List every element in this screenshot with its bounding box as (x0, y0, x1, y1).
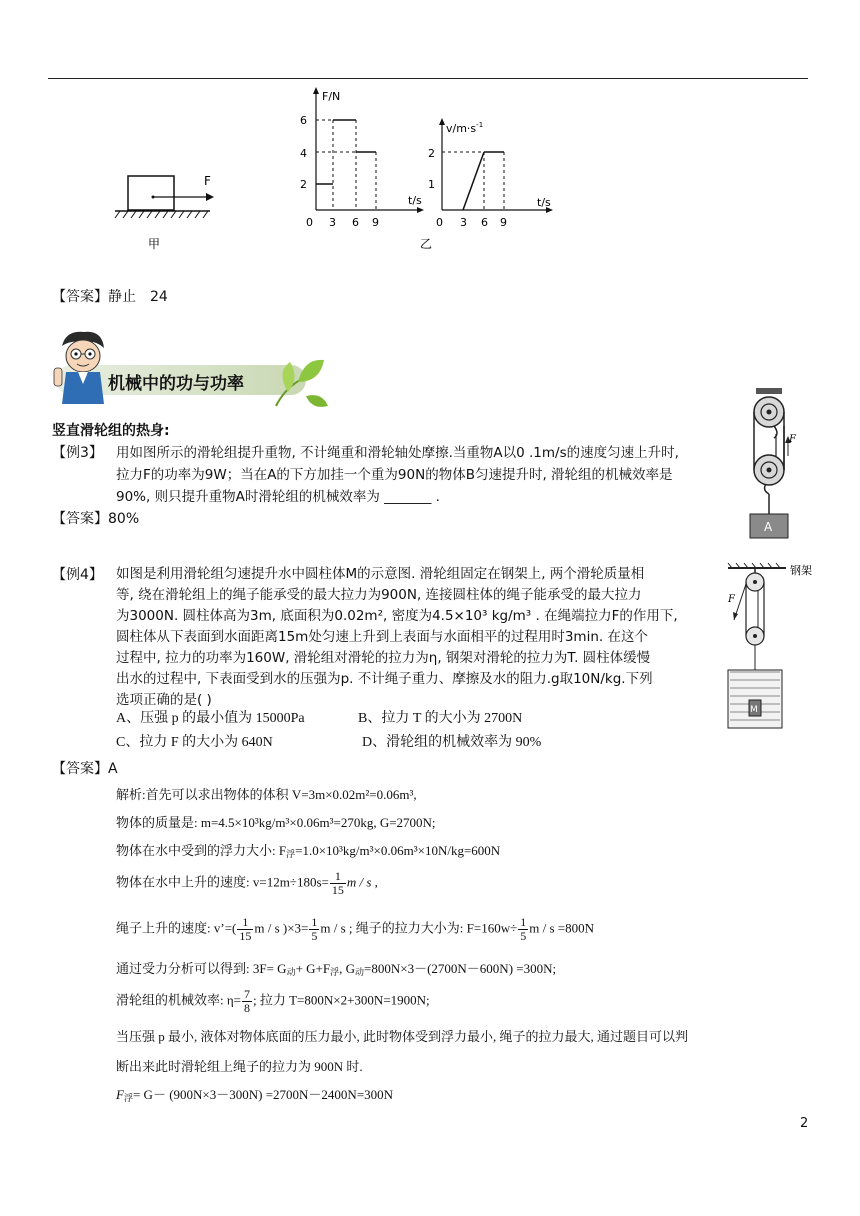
svg-text:钢架: 钢架 (790, 564, 812, 577)
svg-text:4: 4 (300, 147, 307, 160)
ex3-line-1: 用如图所示的滑轮组提升重物, 不计绳重和滑轮轴处摩擦.当重物A以0 .1m/s的速度匀速上升时, (116, 445, 679, 461)
ex4-line-7: 选项正确的是( ) (116, 692, 212, 708)
svg-text:M: M (750, 705, 758, 715)
solution-line-5: 绳子上升的速度: v’=( $\frac{1}{15}$ m / s )×3= $\frac{1}{5}$ m / s ; 绳子的拉力大小为: F=160w÷ $\frac{1}{5}$ m / s =800N (116, 915, 594, 943)
svg-text:9: 9 (500, 216, 507, 229)
example-4-tag: 【例4】 (52, 567, 103, 583)
solution-line-9: 断出来此时滑轮组上绳子的拉力为 900N 时. (116, 1059, 363, 1074)
force-time-graph (296, 84, 428, 250)
example-3-body (116, 442, 679, 508)
svg-text:0: 0 (306, 216, 313, 229)
subheading: 竖直滑轮组的热身: (52, 423, 170, 439)
option-b: B、拉力 T 的大小为 2700N (358, 711, 523, 726)
pulley-figure-ex3 (736, 386, 806, 544)
option-a: A、压强 p 的最小值为 15000Pa (116, 711, 305, 726)
option-d: D、滑轮组的机械效率为 90% (362, 735, 542, 750)
solution-line-1: 解析:首先可以求出物体的体积 V=3m×0.02m²=0.06m³, (116, 787, 417, 802)
svg-text:t/s: t/s (408, 194, 422, 207)
figure-jia (110, 160, 240, 255)
ex4-line-6: 出水的过程中, 下表面受到水的压强为p. 不计绳子重力、摩擦及水的阻力.g取10N/kg.下列 (116, 671, 653, 687)
section-title: 机械中的功与功率 (108, 374, 244, 394)
solution-line-3: 物体在水中受到的浮力大小: $F_浮=1.0\times 10^3kg/m^3\times 0.06m^3\times 10N/kg=600N$ (116, 843, 501, 859)
answer-1: 【答案】静止 24 (52, 289, 168, 305)
caption-jia: 甲 (148, 237, 161, 251)
example-4-body (116, 564, 678, 711)
solution-line-2: 物体的质量是: m=4.5×10³kg/m³×0.06m³=270kg, G=2700N; (116, 815, 436, 830)
ex4-line-5: 过程中, 拉力的功率为160W, 滑轮组对滑轮的拉力为η, 钢架对滑轮的拉力为T. 圆柱体缓慢 (116, 650, 651, 666)
block (128, 176, 174, 210)
svg-text:9: 9 (372, 216, 379, 229)
svg-text:F: F (789, 434, 796, 445)
solution-line-8: 当压强 p 最小, 液体对物体底面的压力最小, 此时物体受到浮力最小, 绳子的拉力最大, 通过题目可以判 (116, 1029, 689, 1044)
svg-text:t/s: t/s (537, 196, 551, 209)
svg-text:6: 6 (481, 216, 488, 229)
solution-line-10: $F_浮= G- (900N\times 3-300N) =2700N-2400N=300N$ (116, 1087, 394, 1103)
ex3-line-2: 拉力F的功率为9W；当在A的下方加挂一个重为90N的物体B匀速提升时, 滑轮组的机械效率是 (116, 467, 673, 483)
ex4-line-1: 如图是利用滑轮组匀速提升水中圆柱体M的示意图. 滑轮组固定在钢架上, 两个滑轮质量相 (116, 566, 645, 582)
leaf-decoration-icon (268, 352, 330, 414)
velocity-time-graph (420, 112, 560, 252)
pulley-water-figure-ex4 (722, 560, 822, 732)
svg-text:v/m·s-1: $v/m\cdot s^{-1}$ (446, 121, 484, 135)
svg-text:A: A (764, 520, 773, 534)
svg-text:0: 0 (436, 216, 443, 229)
header-rule (48, 78, 808, 79)
cartoon-student-icon (52, 326, 114, 406)
solution-line-7: 滑轮组的机械效率: η= $\frac{7}{8}$ ; 拉力 T=800N×2+300N=1900N; (116, 987, 430, 1015)
page-number: 2 (800, 1116, 809, 1131)
ex3-line-3: 90%, 则只提升重物A时滑轮组的机械效率为 _______ . (116, 489, 440, 505)
example-3-tag: 【例3】 (52, 445, 103, 461)
ex4-line-3: 为3000N. 圆柱体高为3m, 底面积为0.02m², 密度为4.5×10³ kg/m³ . 在绳端拉力F的作用下, (116, 608, 678, 624)
ex4-line-2: 等, 绕在滑轮组上的绳子能承受的最大拉力为900N, 连接圆柱体的绳子能承受的最大拉力 (116, 587, 642, 603)
svg-text:2: 2 (300, 178, 307, 191)
svg-text:F: F (728, 594, 735, 605)
svg-text:F/N: F/N (322, 90, 341, 103)
svg-text:3: 3 (329, 216, 336, 229)
option-c: C、拉力 F 的大小为 640N (116, 735, 273, 750)
svg-text:6: 6 (300, 114, 307, 127)
svg-text:2: 2 (428, 147, 435, 160)
caption-yi: 乙 (420, 237, 433, 251)
answer-3: 【答案】80% (52, 511, 140, 527)
ex4-line-4: 圆柱体从下表面到水面距离15m处匀速上升到上表面与水面相平的过程用时3min. 在这个 (116, 629, 648, 645)
svg-text:6: 6 (352, 216, 359, 229)
svg-text:1: 1 (428, 178, 435, 191)
answer-4: 【答案】A (52, 761, 118, 777)
solution-line-6: 通过受力分析可以得到: $3F= G_动+ G+F_浮$, $G_动=800N\times 3-(2700N-600N) =300N$; (116, 961, 557, 977)
force-label: F (204, 174, 211, 188)
svg-text:3: 3 (460, 216, 467, 229)
solution-line-4: 物体在水中上升的速度: v=12m÷180s= $\frac{1}{15}$ m / s , (116, 869, 378, 897)
